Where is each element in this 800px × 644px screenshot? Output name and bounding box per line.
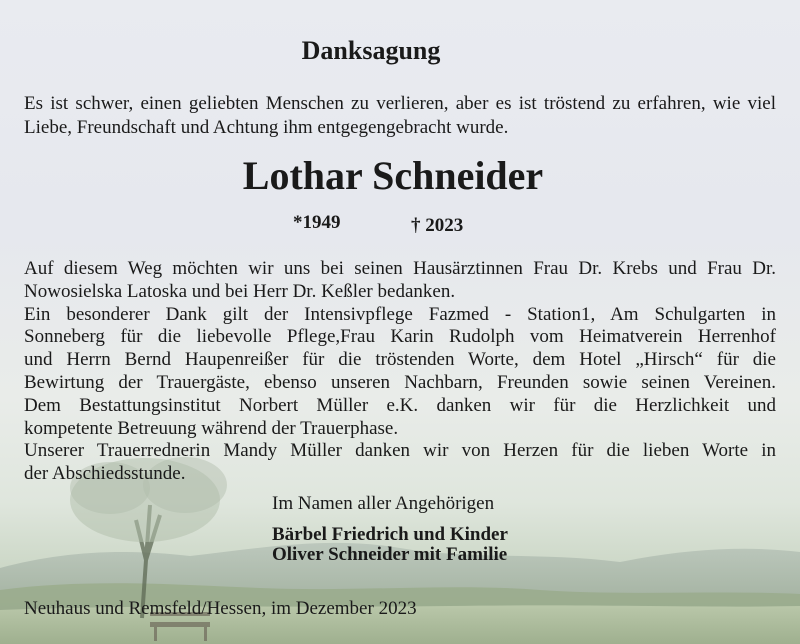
signature-intro: Im Namen aller Angehörigen — [272, 493, 495, 514]
body-line: und Herrn Bernd Haupenreißer für die tröstenden Worte, dem Hotel „Hirsch“ für die — [24, 349, 776, 371]
page-title: Danksagung — [301, 36, 441, 65]
intro-text: Es ist schwer, einen geliebten Menschen zu verlieren, aber es ist tröstend zu erfahren, wie viel Liebe, Freundschaft und Achtung ihm entgegengebracht wurde. — [24, 93, 776, 138]
signature-line: Bärbel Friedrich und Kinder — [272, 524, 508, 545]
deceased-name: Lothar Schneider — [242, 153, 544, 198]
body-line: kompetente Betreuung während der Trauerphase. — [24, 417, 399, 439]
acknowledgement-text — [24, 258, 776, 486]
body-line: Unserer Trauerrednerin Mandy Müller danken wir von Herzen für die lieben Worte in — [24, 440, 776, 462]
signature-line: Oliver Schneider mit Familie — [272, 544, 508, 565]
body-line: Nowosielska Latoska und bei Herr Dr. Keßler bedanken. — [24, 280, 456, 302]
place-date: Neuhaus und Remsfeld/Hessen, im Dezember 2023 — [24, 598, 417, 619]
birth-year: *1949 — [293, 212, 341, 233]
body-line: Bewirtung der Trauergäste, ebenso unseren Nachbarn, Freunden sowie seinen Vereinen. — [24, 371, 776, 393]
death-year: † 2023 — [411, 215, 464, 236]
body-line: Ein besonderer Dank gilt der Intensivpflege Fazmed - Station1, Am Schulgarten in — [24, 303, 776, 325]
body-line: Sonneberg für die liebevolle Pflege,Frau Karin Rudolph vom Heimatverein Herrenhof — [24, 326, 776, 348]
body-line: der Abschiedsstunde. — [24, 463, 186, 485]
body-line: Auf diesem Weg möchten wir uns bei seinen Hausärztinnen Frau Dr. Krebs und Frau Dr. — [24, 258, 776, 279]
body-line: Dem Bestattungsinstitut Norbert Müller e.K. danken wir für die Herzlichkeit und — [24, 394, 776, 416]
